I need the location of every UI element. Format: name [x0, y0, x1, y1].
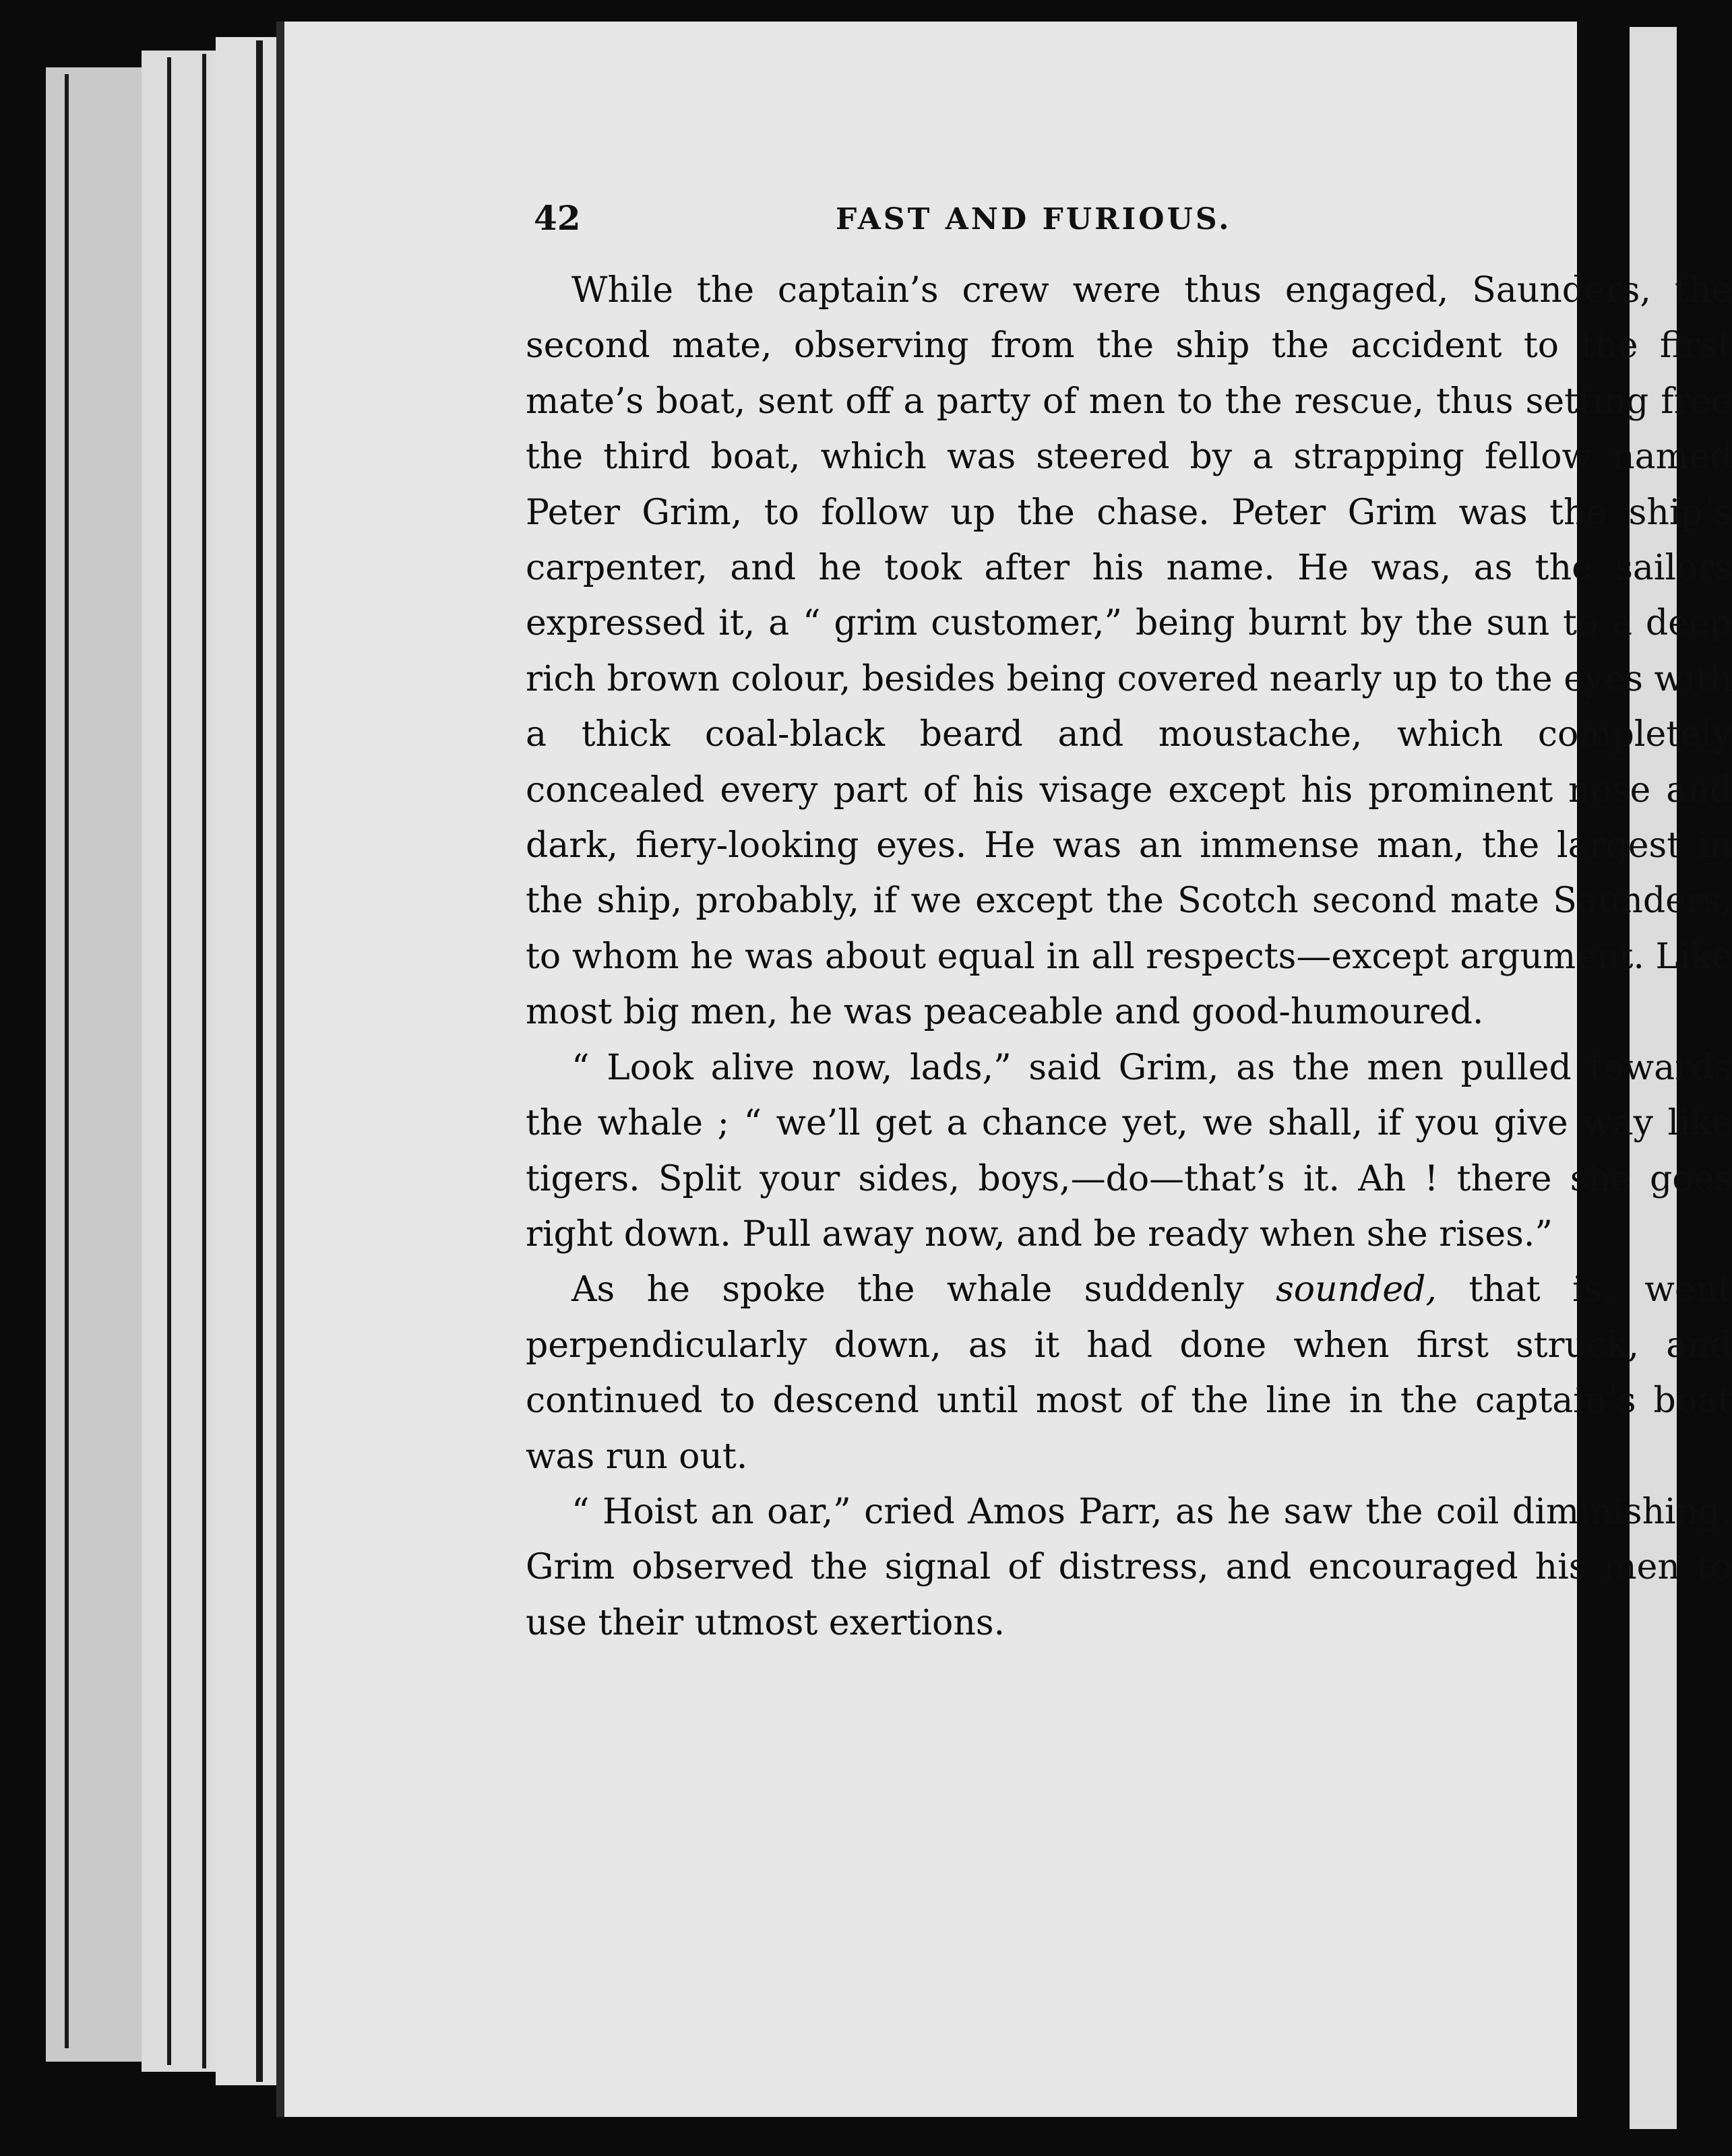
running-title: FAST AND FURIOUS. [836, 202, 1232, 236]
book-page [276, 22, 1732, 2117]
book-edge-left-middle [142, 51, 222, 2072]
edge-line [202, 54, 206, 2068]
italic-word: sounded, [1276, 1269, 1437, 1310]
body-text [526, 263, 1732, 1651]
edge-line [256, 40, 263, 2082]
page-number: 42 [534, 198, 581, 238]
paragraph-text: that is, went perpendicularly down, as it had done when first struck, and continued to descend until most of the line in the captain’s boat was run out. [526, 1269, 1732, 1477]
edge-line [167, 57, 171, 2065]
paragraph: While the captain’s crew were thus engaged, Saunders, the second mate, observing from the ship the accident to the first mate’s boat, sent off a party of men to the rescue, thus setting free the third boat, which was steered by a strapping fellow named Peter Grim, to follow up the chase. Peter Grim was the ship’s carpenter, and he took after his name. He was, as the sailors expressed it, a “ grim customer,” being burnt by the sun to a deep rich brown colour, besides being covered nearly up to the eyes with a thick coal-black beard and moustache, which completely concealed every part of his visage except his prominent nose and dark, fiery-looking eyes. He was an immense man, the largest in the ship, probably, if we except the Scotch second mate Saunders, to whom he was about equal in all respects—except argument. Like most big men, he was peaceable and good-humoured. [526, 270, 1732, 1033]
paragraph: “ Look alive now, lads,” said Grim, as the men pulled towards the whale ; “ we’ll get a chance yet, we shall, if you give way like tigers. Split your sides, boys,—do—that’s it. Ah ! there she goes right down. Pull away now, and be ready when she rises.” [526, 1047, 1732, 1255]
paragraph [526, 1262, 1732, 1484]
paragraph-text: As he spoke the whale suddenly [571, 1269, 1276, 1310]
paragraph: “ Hoist an oar,” cried Amos Parr, as he saw the coil diminishing. Grim observed the signal of distress, and encouraged his men to use their utmost exertions. [526, 1491, 1732, 1643]
book-edge-left-outer [46, 67, 154, 2062]
running-head [276, 198, 1577, 252]
edge-line [65, 74, 69, 2048]
